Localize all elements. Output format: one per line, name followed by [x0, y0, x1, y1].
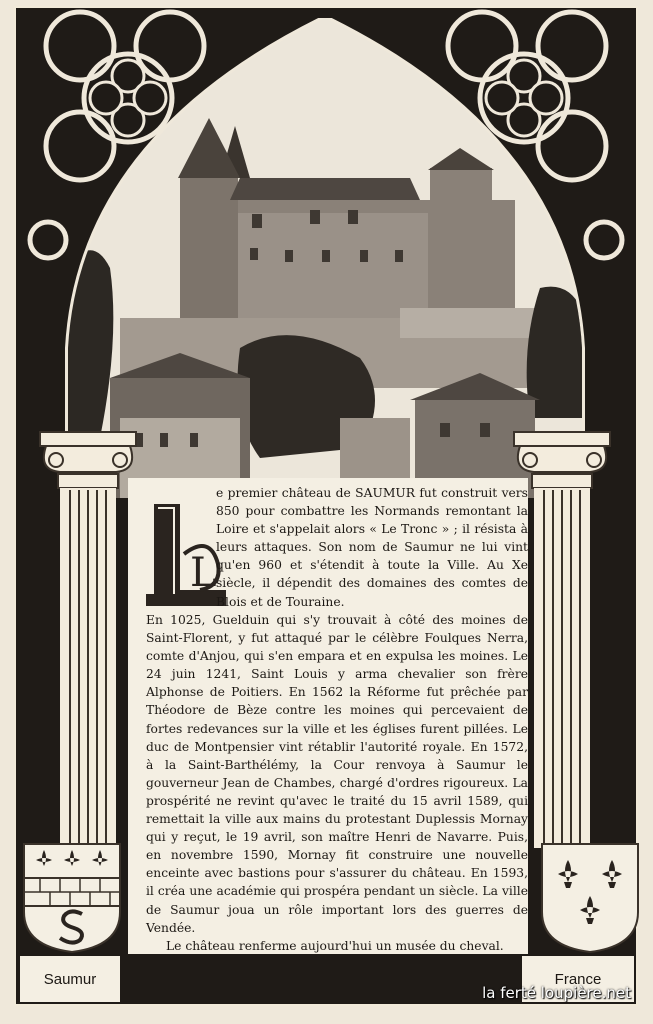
left-column — [38, 430, 138, 850]
column-shaft — [60, 488, 116, 848]
chateau-photograph — [60, 18, 590, 498]
saumur-coat-of-arms-icon — [22, 842, 122, 954]
saumur-label — [20, 956, 120, 1002]
column-shaft — [534, 488, 590, 848]
lead-paragraph-text: e premier château de SAUMUR fut construit vers 850 pour combattre les Normands remontant la Loire et s'appelait alors « Le Tronc » ; il résista à leurs attaques. Son nom de Saumur ne lui vint qu'en 960 et s'étendit à toute la Ville. Au Xe siècle, il dépendit des domaines des comtes de Blois et de Touraine. — [216, 486, 528, 609]
body-text — [146, 611, 528, 955]
drop-cap-letter: L — [190, 550, 217, 596]
lead-paragraph — [216, 484, 528, 611]
body-paragraph: En 1025, Guelduin qui s'y trouvait à côté des moines de Saint-Florent, y fut attaqué par le célèbre Foulques Nerra, comte d'Anjou, qui s'en empara et en expulsa les moines. Le 24 juin 1241, Saint Louis y arma chevalier son frère Alphonse de Poitiers. En 1562 la Réforme fut prêchée par Théodore de Bèze contre les moines qui percevaient de fortes redevances sur la ville et les églises furent pillées. Le duc de Montpensier vint rétablir l'autorité royale. En 1572, à la Saint-Barthélémy, la Cour renvoya à Saumur le gouverneur Jean de Chambes, chargé d'ordres rigoureux. La prospérité ne revint qu'avec le traité du 15 avril 1589, qui remettait la ville aux mains du protestant Duplessis Mornay qui y reçut, le 19 avril, son maître Henri de Navarre. Puis, en novembre 1590, Mornay fit construire une nouvelle enceinte avec bastions pour s'assurer du château. En 1593, il créa une académie qui prospéra pendant un siècle. La ville de Saumur joua un rôle important lors des guerres de Vendée. — [146, 613, 528, 935]
saumur-label-text: Saumur — [43, 970, 97, 988]
france-label-text: France — [554, 970, 602, 988]
france-fleur-de-lis-icon — [540, 842, 640, 954]
site-watermark: la ferté loupière.net — [482, 984, 631, 1002]
column-capital-icon — [38, 430, 138, 490]
closing-line: Le château renferme aujourd'hui un musée du cheval. — [166, 938, 504, 953]
